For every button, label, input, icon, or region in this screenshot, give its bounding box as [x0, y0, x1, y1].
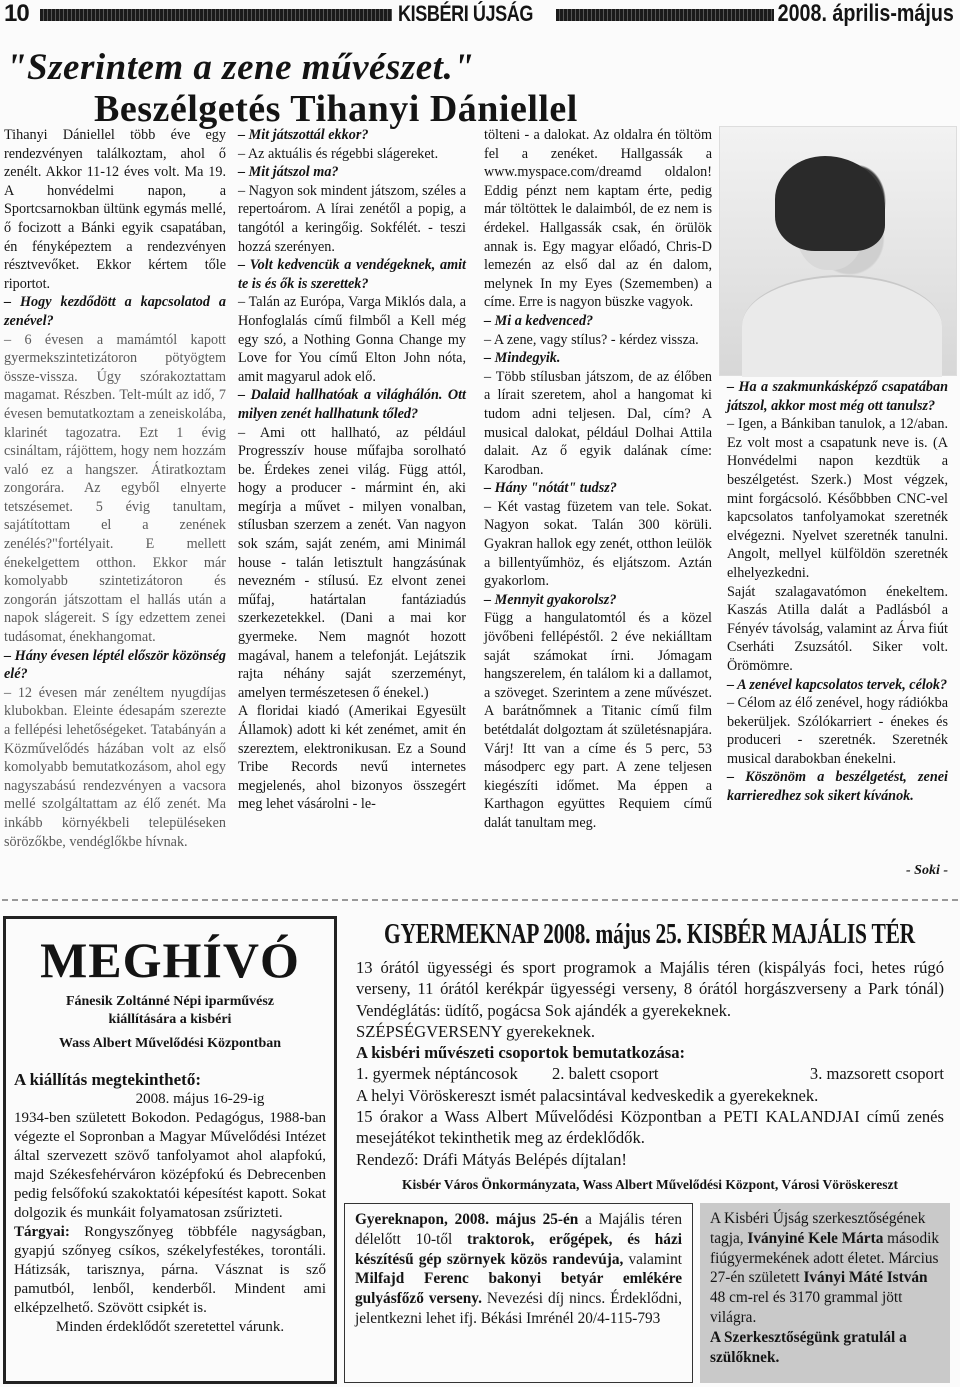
article-paragraph: tölteni - a dalokat. Az oldalra én töltöm fel a zenéket. Hallgassák a www.myspace.com/dreamd oldalon! Eddig pénzt nem kaptam érte, pedig már töltöttek le dalaimból, de ez nem is érdekel. Hallgassák csak, én örülök annak is. Egy magyar előadó, Chris-D lemezén az első dal az én dalom, melynek In my Eyes (Szememben) a címe. Erre is nagyon büszke vagyok.	[484, 127, 712, 311]
invitation-topics-label: Tárgyai:	[14, 1224, 70, 1240]
issue-date: 2008. április-május	[777, 0, 954, 27]
invitation-topics-text: Rongyszőnyeg többféle nagyságban, gyapjú szőnyeg csíkos, székelyfestékes, torontáli. Hátizsák, tarisznya, párna. Vásznat is sző pamutból, lenből, kenderből. Mindent ami elképzelhető. Szövött csipkét is.	[14, 1224, 326, 1316]
article-column-1	[4, 126, 226, 851]
birth-text: második fiúgyermekének adott életet. Március 27-én született	[710, 1229, 940, 1287]
childrens-day-organizer: Rendező: Dráfi Mátyás Belépés díjtalan!	[356, 1149, 627, 1169]
interview-question: – Dalaid hallhatóak a világhálón. Ott milyen zenét hallhatunk tőled?	[238, 387, 466, 422]
page-number: 10	[4, 0, 29, 27]
header-rule-left	[40, 9, 392, 21]
article-subheadline: Beszélgetés Tihanyi Dániellel	[94, 88, 578, 130]
birth-text: A Kisbéri Újság szerkesztőségének tagja,	[710, 1210, 926, 1247]
article-paragraph: Függ a hangulatomtól és a közel jövőbeni fellépéstől. 2 éve nekiálltam saját számokat írni. Jómagam hangszerelem, én találom ki a dallamot, a szöveget. Szerintem a zene művészet. A barátnőmnek a Titanic című film betétdalát dolgoztam át születésnapjára. Várj! Itt van a címe és 5 perc, 53 másodperc egy part. A zene teljesen kiegészíti időmet. Ma éppen a Karthagon együttes Requiem című dalát tanultam meg.	[484, 610, 712, 831]
baby-name: Iványi Máté István	[803, 1269, 928, 1287]
interview-question: – Mit játszol ma?	[238, 164, 339, 181]
invitation-artist: Fánesik Zoltánné Népi iparművész	[65, 994, 275, 1009]
interview-question: – Hány "nótát" tudsz?	[484, 480, 617, 497]
childrens-day-red-cross: A helyi Vöröskereszt ismét palacsintával kedveskedik a gyerekeknek.	[356, 1085, 819, 1105]
group-item: 1. gyermek néptáncosok	[356, 1064, 518, 1084]
paper-name: KISBÉRI ÚJSÁG	[398, 1, 534, 26]
interview-question: – Mennyit gyakorolsz?	[484, 591, 617, 608]
article-paragraph: – Két vastag füzetem van tele. Sokat. Nagyon sokat. Talán 300 körüli. Gyakran hallok egy zenét, otthon leülök a billentyűmhöz, és eljátszom. Aztán gyakorlom.	[484, 498, 712, 590]
childrens-day-organizers: Kisbér Város Önkormányzata, Wass Albert Művelődési Központ, Városi Vöröskereszt	[401, 1176, 898, 1192]
article-paragraph: – Igen, a Bánkiban tanulok, a 12/aban. Ez volt most a csapatunk neve is. (A Honvédelmi napon kezdtük a beszélgetést. Szerk.) Most végzek, mint forgácsoló. Későbbben CNC-vel kapcsolatos tanfolyamokat szeretnék elvégezni. Nyelvet szeretnék tanulni. Angolt, mellyel külföldön szeretnék elhelyezkedni.	[727, 416, 948, 581]
childrens-day-beauty-contest: SZÉPSÉGVERSENY gyerekeknek.	[356, 1021, 596, 1041]
portrait-shirt	[742, 275, 942, 377]
mother-name: Iványiné Kele Márta	[747, 1229, 884, 1247]
header-rule-right	[556, 9, 774, 21]
event-text: valamint	[623, 1250, 682, 1268]
article-headline: "Szerintem a zene művészet."	[6, 47, 475, 88]
event-text: a Majális téren délelőtt 10-től	[355, 1211, 682, 1248]
article-paragraph: A floridai kiadó (Amerikai Egyesült Államok) adott ki két zenémet, amit én szereztem, elektronikusan. Ez a Sound Tribe Records nevű internetes megjelenés, ahol bizonyos összegért meg lehet vásárolni - le-	[238, 703, 466, 813]
article-paragraph: – Célom az élő zenével, hogy rádiókba bekerüljek. Szólókarriert - énekes és produceri - szeretnék. Szeretnék musical darabokban énekelni.	[727, 695, 949, 767]
article-paragraph: – Talán az Európa, Varga Miklós dala, a Honfoglalás című filmből a Kell még egy szó, a Nothing Gonna Change my Love for You című Elton John nóta, amit magyarul adok elő.	[238, 294, 466, 385]
congratulation: A Szerkesztőségünk gratulál a szülőknek.	[710, 1328, 907, 1366]
invitation-viewing-label: A kiállítás megtekinthető:	[14, 1070, 201, 1089]
childrens-day-groups-heading: A kisbéri művészeti csoportok bemutatkozása:	[356, 1043, 686, 1063]
article-column-2	[238, 126, 466, 814]
invitation-topics	[14, 1223, 326, 1318]
event-highlight: traktorok, erőgépek, és házi készítésű gép szörnyek közös randevúja,	[355, 1230, 682, 1268]
article-paragraph: – 12 évesen már zenéltem nyugdíjas klubokban. Eleinte édesapám szerezte a fellépési lehetőségeket. Tatabányán a Közművelődés házában volt az első komolyabb bemutatkozásom, ahol egy nagyszabású rendezvényen a vacsora mellé szolgáltattam az élő zenét. Ma inkább környékbeli településeken sörözőkbe, vendéglőkbe hívnak.	[4, 684, 226, 850]
interview-question: – Mit játszottál ekkor?	[238, 127, 369, 143]
article-paragraph: – Ami ott hallható, az például Progresszív house műfajba sorolható be. Érdekes zenei világ. Függ attól, hogy a producer - mármint én, aki megírja a művet - milyen vonalban, stílusban szerzem a zenét. Van nagyon sok szám, saját zeném, ami Minimál house - talán letisztult hangzásúnak nevezném - stílusú. Ez elvont zenei műfaj, határtalan fantáziadús szerkezetekkel. (Dani a mai kor gyermeke. Nem magnót hozott magával, hanem a telefonját. Lejátszik rajta néhány saját szerzeményt, amelyen természetesen ő énekel.)	[238, 424, 466, 701]
interview-question: – Hány évesen léptél először közönség elé?	[4, 647, 226, 683]
interview-question: – Köszönöm a beszélgetést, zenei karrieredhez sok sikert kívánok.	[727, 769, 948, 805]
section-divider	[2, 899, 958, 901]
invitation-title: MEGHÍVÓ	[40, 932, 300, 988]
childrens-day-body	[356, 957, 944, 1195]
invitation-box	[3, 916, 337, 1384]
childrens-day-title: GYERMEKNAP 2008. május 25. KISBÉR MAJÁLIS TÉR	[384, 918, 915, 950]
article-paragraph: Tihanyi Dániellel több éve egy rendezvényen találkoztam, ahol ő zenélt. Akkor 11-12 éves volt. Ma 19. A honvédelmi napon, a Sportcsarnokban ültünk egymás mellé, ő focizott a Bánki egyik csapatában, én fényképeztem a rendezvényen résztvevőket. Ekkor kértem tőle riportot.	[4, 127, 226, 292]
childrens-day-programs: 13 órától ügyességi és sport programok a Majális téren (kispályás foci, hetes rúgó verseny, 11 órától kerékpár ügyességi verseny, 8 órától horgászverseny a Park tónál) Vendéglátás: üdítő, pogácsa Sok ajándék a gyerekeknek.	[356, 958, 944, 1020]
invitation-closing: Minden érdeklődőt szeretettel várunk.	[55, 1319, 285, 1335]
event-cooking-contest: Milfajd Ferenc bakonyi betyár emlékére gulyásfőző verseny.	[355, 1270, 682, 1308]
invitation-dates: 2008. május 16-29-ig	[135, 1091, 265, 1107]
interview-question: – A zenével kapcsolatos tervek, célok?	[727, 676, 948, 693]
group-item: 3. mazsorett csoport	[809, 1064, 944, 1084]
interview-question: – Mindegyik.	[484, 350, 561, 367]
invitation-bio: 1934-ben született Bokodon. Pedagógus, 1988-ban végezte el Sopronban a Magyar Művelődési Intézet által szervezett szövő tanfolyamot ahol alapfokú, majd Székesfehérváron középfokú és Debrecenben pedig felsőfokú szakoktatói képesítést kapott. Sokat dolgozik és munkáit folyamatosan zsűrizteti.	[14, 1110, 326, 1221]
article-paragraph: – Több stílusban játszom, de az élőben a lírait szeretem, ahol a hangomat ki tudom adni teljesen. Dal, cím? A musical dalokat, például Dolhai Attila dalait. Az ő egyik dalának címe: Karodban.	[484, 368, 712, 478]
interview-question: – Ha a szakmunkásképző csapatában játszol, akkor most még ott tanulsz?	[727, 379, 948, 414]
machine-event-box	[344, 1203, 693, 1383]
article-column-3	[484, 126, 712, 833]
invitation-line: kiállítására a kisbéri	[108, 1012, 232, 1027]
birth-announcement-box	[700, 1203, 950, 1383]
interview-question: – Mi a kedvenced?	[484, 312, 594, 329]
birth-text: 48 cm-rel és 3170 grammal jött világra.	[710, 1289, 903, 1326]
group-item: 2. balett csoport	[552, 1064, 659, 1084]
article-signature: - Soki -	[906, 863, 948, 878]
article-paragraph: – 6 évesen a mamámtól kapott gyermekszintetizátoron pötyögtem össze-vissza. Úgy szórakoztattam magamat. Részben. Telt-múlt az idő, 7 évesen bemutatkoztam a zeneiskolába, klarinét tagozatra. Ezt 1 évig csináltam, rájöttem, hogy nem hozzám való ez a hangszer. Átiratkoztam zongorára. Az egyből elnyerte tetszésemet. 5 évig tanultam, sajátítottam el a zenének zenélés?"fortélyait. E mellett énekelgettem otthon. Ekkor már komolyabb szintetizátoron és zongorán játszottam el hallás után a napok slágereit. S így edzettem zenei tudásomat, énekhangomat.	[4, 331, 226, 646]
interview-question: – Volt kedvencük a vendégeknek, amit te is és ők is szerettek?	[238, 257, 466, 292]
article-paragraph: – Az aktuális és régebbi slágereket.	[238, 145, 439, 162]
invitation-venue: Wass Albert Művelődési Központban	[58, 1036, 282, 1051]
article-paragraph: – Nagyon sok mindent játszom, széles a repertoárom. A lírai zenétől a popig, a tangótól a keringőig. Sokfélét. - teszi hozzá szerényen.	[238, 182, 466, 255]
childrens-day-groups	[356, 1063, 944, 1084]
article-paragraph: – A zene, vagy stílus? - kérdez vissza.	[484, 331, 699, 348]
article-paragraph: Saját szalagavatómon énekeltem. Kaszás Atilla dalát a Padlásból a Fényév távolság, valamint az Árva fiút Cserháti Zsuzsától. Siker volt. Örömömre.	[727, 583, 948, 674]
event-date: Gyereknapon, 2008. május 25-én	[355, 1211, 579, 1228]
interview-question: – Hogy kezdődött a kapcsolatod a zenével?	[4, 294, 226, 329]
childrens-day-play: 15 órakor a Wass Albert Művelődési Központban a PETI KALANDJAI című zenés mesejátékot tekinthetik meg az érdeklődők.	[356, 1107, 944, 1148]
event-contact: Nevezési díj nincs. Érdeklődni, jelentkezni lehet ifj. Békási Imrénél 20/4-115-793	[355, 1290, 682, 1327]
article-column-4	[727, 378, 948, 806]
